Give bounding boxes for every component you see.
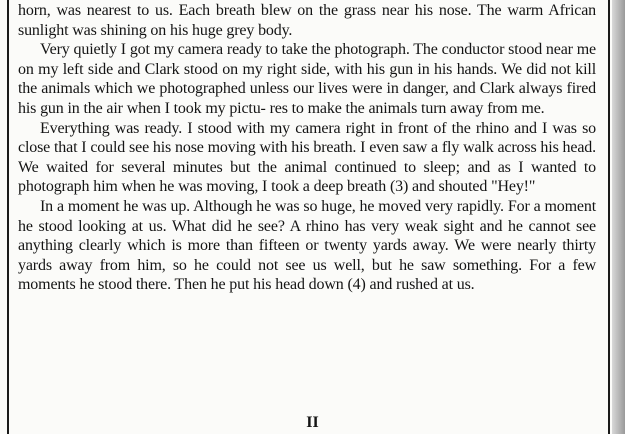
page-number: II [306, 414, 319, 431]
paragraph-1: horn, was nearest to us. Each breath blew on the grass near his nose. The warm African sunlight was shining on his huge grey body. [18, 2, 596, 39]
paragraph-4: In a moment he was up. Although he was so huge, he moved very rapidly. For a moment he stood looking at us. What did he see? A rhino has very weak sight and he cannot see anything clearly which is more than fifteen or twenty yards away. We were nearly thirty yards away from him, so he could not see us well, but he saw something. For a few moments he stood there. Then he put his head down (4) and rushed at us. [18, 197, 596, 294]
page-edge-shadow [612, 0, 625, 434]
page-number-container [0, 414, 625, 432]
paragraph-3: Everything was ready. I stood with my camera right in front of the rhino and I was so close that I could see his nose moving with his breath. I even saw a fly walk across his head. We waited for several minutes but the animal continued to sleep; and as I wanted to photograph him when he was moving, I took a deep breath (3) and shouted "Hey!" [18, 119, 596, 196]
paragraph-2: Very quietly I got my camera ready to take the photograph. The conductor stood near me on my left side and Clark stood on my right side, with his gun in his hands. We did not kill the animals which we photographed unless our lives were in danger, and Clark always fired his gun in the air when I took my pictu- res to make the animals turn away from me. [18, 41, 596, 117]
body-text [18, 1, 596, 295]
